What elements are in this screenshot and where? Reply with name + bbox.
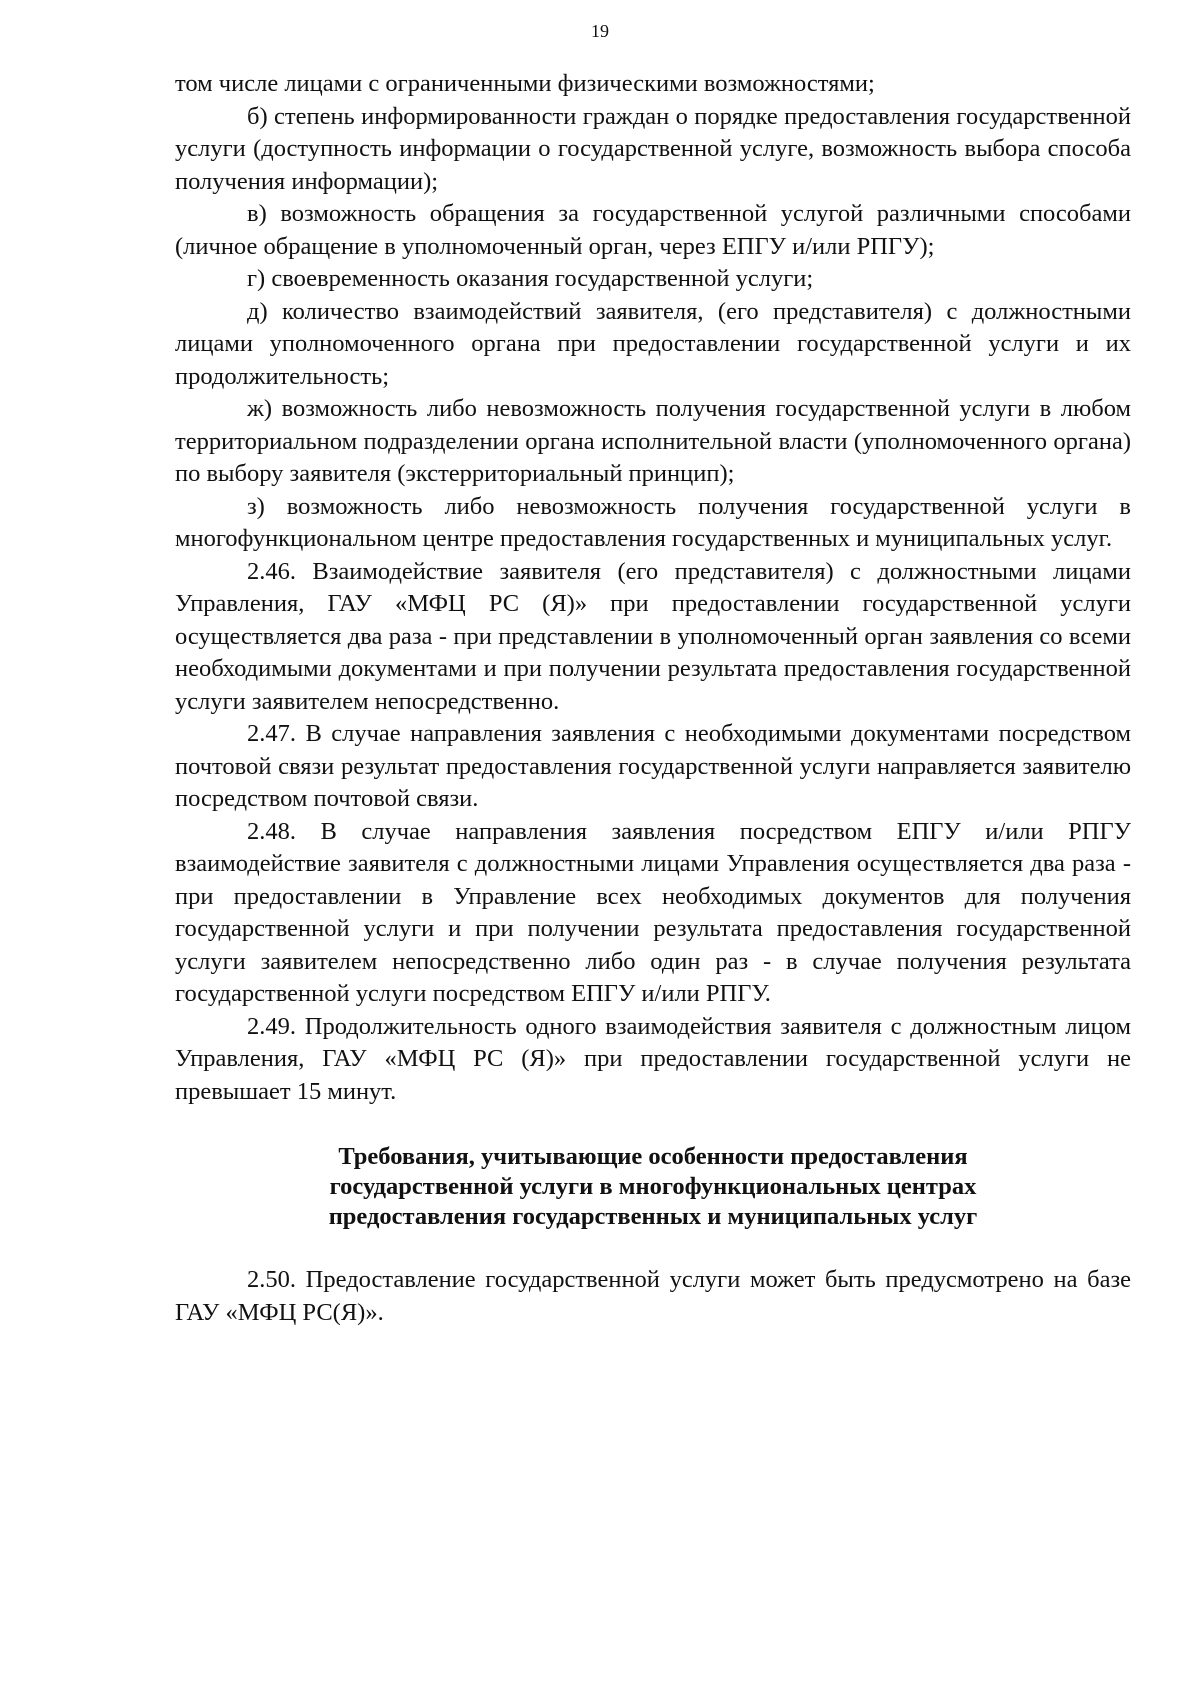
document-body <box>175 68 1131 1329</box>
paragraph-item-d: д) количество взаимодействий заявителя, (его представителя) с должностными лицами уполномоченного органа при предоставлении государственной услуги и их продолжительность; <box>175 297 1131 390</box>
paragraph-item-b: б) степень информированности граждан о порядке предоставления государственной услуги (доступность информации о государственной услуге, возможность выбора способа получения информации); <box>175 102 1131 195</box>
paragraph-item-v: в) возможность обращения за государственной услугой различными способами (личное обращение в уполномоченный орган, через ЕПГУ и/или РПГУ); <box>175 200 1131 260</box>
section-heading <box>175 1142 1131 1232</box>
paragraph-continuation: том числе лицами с ограниченными физическими возможностями; <box>175 70 875 97</box>
paragraph-2-47: 2.47. В случае направления заявления с необходимыми документами посредством почтовой связи результат предоставления государственной услуги направляется заявителю посредством почтовой связи. <box>175 720 1131 812</box>
paragraph-2-48: 2.48. В случае направления заявления посредством ЕПГУ и/или РПГУ взаимодействие заявителя с должностными лицами Управления осуществляется два раза - при предоставлении в Управление всех необходимых документов для получения государственной услуги и при получении результата предоставления государственной услуги заявителем непосредственно либо один раз - в случае получения результата государственной услуги посредством ЕПГУ и/или РПГУ. <box>175 817 1131 1007</box>
section-heading-line: Требования, учитывающие особенности предоставления <box>338 1143 968 1170</box>
section-heading-line: государственной услуги в многофункциональных центрах <box>329 1173 977 1200</box>
paragraph-item-z: з) возможность либо невозможность получения государственной услуги в многофункциональном центре предоставления государственных и муниципальных услуг. <box>175 492 1131 552</box>
paragraph-item-zh: ж) возможность либо невозможность получения государственной услуги в любом территориальном подразделении органа исполнительной власти (уполномоченного органа) по выбору заявителя (экстерриториальный принцип); <box>175 395 1131 487</box>
paragraph-2-49: 2.49. Продолжительность одного взаимодействия заявителя с должностным лицом Управления, ГАУ «МФЦ РС (Я)» при предоставлении государственной услуги не превышает 15 минут. <box>175 1012 1131 1105</box>
section-heading-line: предоставления государственных и муниципальных услуг <box>328 1203 978 1230</box>
paragraph-item-g: г) своевременность оказания государственной услуги; <box>247 265 814 292</box>
paragraph-2-46: 2.46. Взаимодействие заявителя (его представителя) с должностными лицами Управления, ГАУ «МФЦ РС (Я)» при предоставлении государственной услуги осуществляется два раза - при представлении в уполномоченный орган заявления со всеми необходимыми документами и при получении результата предоставления государственной услуги заявителем непосредственно. <box>175 557 1131 715</box>
page-number: 19 <box>591 21 609 41</box>
paragraph-2-50: 2.50. Предоставление государственной услуги может быть предусмотрено на базе ГАУ «МФЦ РС(Я)». <box>175 1266 1131 1326</box>
